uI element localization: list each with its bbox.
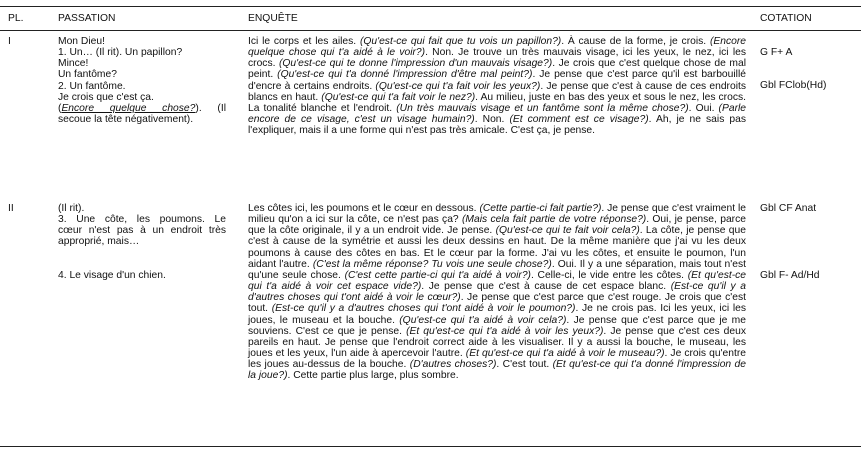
enquete-answer: . Je pense que c'est ces deux pareils en haut. Je pense que l'endroit correct aide à les visualiser. Il y a aussi la bouche, le museau, les joues et les yeux, l'un aide à apercevoir l'autre. bbox=[248, 325, 747, 360]
enquete-question: (Qu'est-ce qui t'a donné l'impression d'être mal peint?) bbox=[277, 69, 533, 81]
row-1-passation-line: secoue la tête négativement). bbox=[58, 114, 194, 126]
enquete-answer: . Cette partie plus large, plus sombre. bbox=[287, 370, 459, 382]
paren-open: ( bbox=[58, 102, 62, 114]
encore-question: Encore quelque chose? bbox=[61, 102, 196, 114]
spacer bbox=[58, 248, 226, 270]
row-1-cotation-2: Gbl FClob(Hd) bbox=[760, 80, 827, 91]
enquete-question: (Qu'est-ce qui t'a aidé à voir cela?) bbox=[399, 314, 567, 326]
enquete-question: (Encore quelque chose qui t'a aidé à le voir?) bbox=[248, 36, 746, 59]
enquete-question: (Et qu'est-ce qui t'a aidé à voir les yeux?) bbox=[406, 325, 604, 337]
enquete-question: (Qu'est-ce qui fait que tu vois un papillon?) bbox=[359, 36, 562, 47]
row-2-passation-line: 3. Une côte, les poumons. Le bbox=[58, 214, 226, 226]
paren-close: ). (Il bbox=[195, 102, 226, 114]
row-1-passation-line: 2. Un fantôme. bbox=[58, 80, 126, 92]
enquete-question: (D'autres choses?) bbox=[409, 359, 497, 371]
row-1-passation-line: Mince! bbox=[58, 58, 89, 70]
row-1-passation-line: Mon Dieu! bbox=[58, 36, 105, 47]
row-1-passation-line: Je crois que c'est ça. bbox=[58, 91, 154, 103]
enquete-question: (C'est la même réponse? Tu vois une seule chose?) bbox=[312, 258, 552, 270]
header-rule bbox=[0, 30, 861, 31]
enquete-answer: . Je ne crois pas. Ici les yeux, ici les joues, le museau et la bouche. bbox=[248, 303, 746, 326]
row-2-passation bbox=[58, 203, 226, 281]
enquete-question: (Et comment est ce visage?) bbox=[509, 114, 649, 126]
enquete-answer: . Je pense que c'est vraiment le milieu qu'on a ici sur la côte, ce n'est pas ça? bbox=[248, 203, 747, 226]
enquete-answer: Les côtes ici, les poumons et le cœur en dessous. bbox=[248, 203, 480, 214]
enquete-answer: . Non. Je trouve un très mauvais visage, ici les yeux, le nez, ici les crocs. bbox=[248, 47, 746, 70]
header-enquete: ENQUÊTE bbox=[248, 13, 298, 24]
row-2-passation-line: 4. Le visage d'un chien. bbox=[58, 269, 166, 281]
enquete-answer: Ici le corps et les ailes. bbox=[248, 36, 360, 47]
enquete-question: (Qu'est-ce qui t'a fait voir le nez?) bbox=[321, 91, 476, 103]
enquete-answer: . C'est tout. bbox=[496, 359, 553, 371]
row-2-cotation-1: Gbl CF Anat bbox=[760, 203, 817, 214]
enquete-question: (Et qu'est-ce qui t'a aidé à voir cet espace vide?) bbox=[248, 269, 747, 293]
table-bottom-rule bbox=[0, 446, 861, 447]
row-2-passation-line: cœur n'est pas à un endroit très bbox=[58, 225, 226, 237]
enquete-question: (Qu'est-ce qui te donne l'impression d'un mauvais visage?) bbox=[278, 58, 553, 70]
enquete-answer: . Oui, je pense, parce que la côte originale, il y a un endroit vide. Je pense. bbox=[248, 214, 746, 237]
enquete-question: (C'est cette partie-ci qui t'a aidé à voir?) bbox=[344, 269, 531, 281]
enquete-answer: . Celle-ci, le vide entre les côtes. bbox=[530, 269, 688, 281]
enquete-answer: . Je crois que c'est quelque chose de mal peint. bbox=[248, 58, 746, 81]
enquete-answer: . Oui. Il y a une séparation, mais tout n'est qu'une seule chose. bbox=[248, 258, 746, 281]
header-passation: PASSATION bbox=[58, 13, 116, 24]
enquete-answer: . La côte, je pense que c'est à cause de la symétrie et aussi les deux dessins en haut. De la même manière que j'ai vu les deux poumons à cause des côtes en bas. Et le cœur par la forme. J'ai vu les côtes, et ensuite le poumon, l'un aidant l'autre. bbox=[248, 225, 746, 270]
enquete-question: (Est-ce qu'il y a d'autres choses qui t'ont aidé à voir le cœur?) bbox=[248, 281, 746, 304]
row-1-passation-line bbox=[58, 103, 226, 114]
enquete-answer: . Non. bbox=[474, 114, 510, 126]
enquete-answer: . À cause de la forme, je crois. bbox=[561, 36, 710, 47]
table-top-rule bbox=[0, 6, 861, 7]
enquete-answer: . Je pense que c'est à cause de cet espace blanc. bbox=[421, 281, 671, 293]
row-1-pl: I bbox=[8, 36, 11, 47]
enquete-answer: . Je crois qu'entre les joues au-dessus de la bouche. bbox=[248, 348, 746, 371]
enquete-answer: . Je pense que c'est parce que je me souviens. C'est ce que je pense. bbox=[248, 314, 746, 337]
enquete-answer: . Ah, je ne sais pas l'expliquer, mais il a une forme qui n'est pas très amicale. C'est ça, je pense. bbox=[248, 114, 746, 137]
enquete-question: (Est-ce qu'il y a d'autres choses qui t'ont aidé à voir le poumon?) bbox=[271, 303, 576, 315]
row-1-enquete bbox=[248, 36, 746, 136]
enquete-question: (Parle encore de ce visage, c'est un visage humain?) bbox=[248, 102, 747, 126]
row-1-passation bbox=[58, 36, 226, 125]
row-1-passation-line: 1. Un… (Il rit). Un papillon? bbox=[58, 47, 183, 59]
row-2-enquete bbox=[248, 203, 746, 382]
enquete-question: (Qu'est-ce qui t'a fait voir les yeux?) bbox=[375, 80, 541, 92]
enquete-question: (Et qu'est-ce qui t'a aidé à voir le museau?) bbox=[465, 348, 665, 360]
row-2-cotation-2: Gbl F- Ad/Hd bbox=[760, 270, 820, 281]
header-cotation: COTATION bbox=[760, 13, 812, 24]
enquete-question: (Qu'est-ce qui te fait voir cela?) bbox=[495, 225, 640, 237]
enquete-answer: . Je pense que c'est parce que c'est rouge. Je crois que c'est tout. bbox=[248, 292, 747, 315]
enquete-answer: . Je pense que c'est à cause de ces endroits blancs en haut. bbox=[248, 80, 747, 103]
enquete-question: (Mais cela fait partie de votre réponse?) bbox=[461, 214, 647, 226]
enquete-answer: . Je pense que c'est parce qu'il est barbouillé d'encre à certains endroits. bbox=[248, 69, 746, 92]
enquete-question: (Et qu'est-ce qui t'a donné l'impression de la joue?) bbox=[248, 359, 747, 382]
header-pl: PL. bbox=[8, 13, 24, 24]
row-2-passation-line: (Il rit). bbox=[58, 203, 85, 214]
enquete-question: (Cette partie-ci fait partie?) bbox=[479, 203, 602, 214]
row-2-pl: II bbox=[8, 203, 14, 214]
row-2-passation-line: approprié, mais… bbox=[58, 236, 140, 248]
enquete-answer: . Au milieu, juste en bas des yeux et sous le nez, les crocs. La tonalité blanche et l'endroit. bbox=[248, 91, 746, 114]
enquete-question: (Un très mauvais visage et un fantôme sont la même chose?) bbox=[396, 102, 689, 114]
row-1-cotation-1: G F+ A bbox=[760, 47, 793, 58]
row-1-passation-line: Un fantôme? bbox=[58, 69, 117, 81]
enquete-answer: . Oui. bbox=[688, 102, 719, 114]
